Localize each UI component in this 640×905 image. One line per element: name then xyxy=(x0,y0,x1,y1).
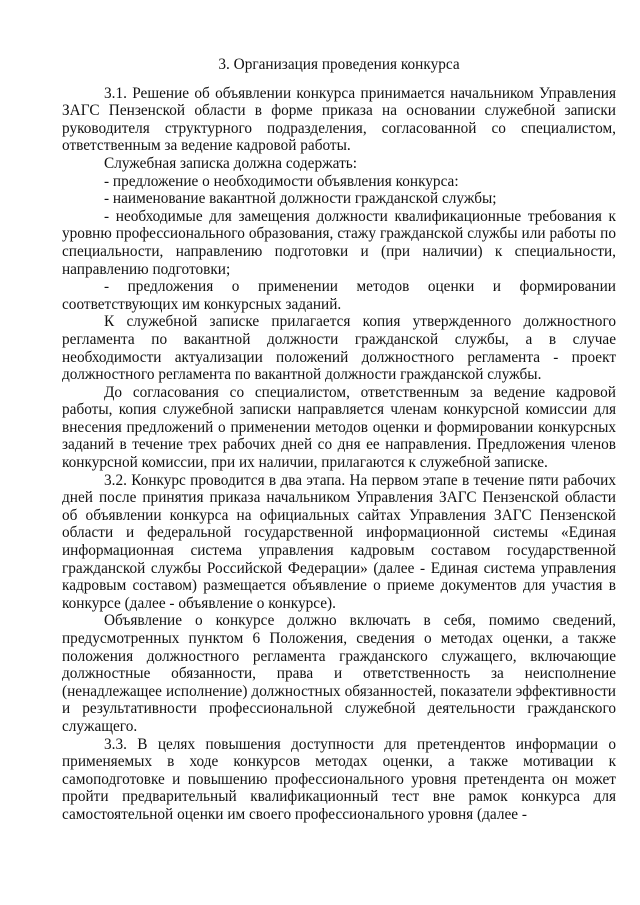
paragraph-commission-approval: До согласования со специалистом, ответственным за ведение кадровой работы, копия служебной записки направляется членам конкурсной комиссии для внесения предложений о применении методов оценки и формировании конкурсных заданий в течение трех рабочих дней со дня ее направления. Предложения членов конкурсной комиссии, при их наличии, прилагаются к служебной записке. xyxy=(62,383,616,472)
paragraph-3-3: 3.3. В целях повышения доступности для претендентов информации о применяемых в ходе конкурсов методах оценки, а также мотивации к самоподготовке и повышению профессионального уровня претендента он может пройти предварительный квалификационный тест вне рамок конкурса для самостоятельной оценки им своего профессионального уровня (далее - xyxy=(62,735,616,823)
paragraph-3-1: 3.1. Решение об объявлении конкурса принимается начальником Управления ЗАГС Пензенской области в форме приказа на основании служебной записки руководителя структурного подразделения, согласованной со специалистом, ответственным за ведение кадровой работы. xyxy=(62,84,616,155)
section-title: 3. Организация проведения конкурса xyxy=(218,56,460,73)
memo-item-necessity: - предложение о необходимости объявления конкурса: xyxy=(104,172,459,190)
memo-item-assessment-methods: - предложения о применении методов оценки и формировании соответствующих им конкурсных заданий. xyxy=(62,278,616,313)
memo-item-position-name: - наименование вакантной должности гражданской службы; xyxy=(104,190,497,208)
paragraph-announcement-content: Объявление о конкурсе должно включать в себя, помимо сведений, предусмотренных пунктом 6 Положения, сведения о методах оценки, а также положения должностного регламента гражданского служащего, включающие должностные обязанности, права и ответственность за неисполнение (ненадлежащее исполнение) должностных обязанностей, показатели эффективности и результативности профессиональной служебной деятельности гражданского служащего. xyxy=(62,612,616,735)
memo-item-qualifications: - необходимые для замещения должности квалификационные требования к уровню профессионального образования, стажу гражданской службы или работы по специальности, направлению подготовки и (при наличии) к специальности, направлению подготовки; xyxy=(62,207,616,278)
memo-content-intro: Служебная записка должна содержать: xyxy=(104,154,357,172)
paragraph-3-2: 3.2. Конкурс проводится в два этапа. На первом этапе в течение пяти рабочих дней после принятия приказа начальником Управления ЗАГС Пензенской области об объявлении конкурса на официальных сайтах Управления ЗАГС Пензенской области и федеральной государственной информационной системы «Единая информационная система управления кадровым составом государственной гражданской службы Российской Федерации» (далее - Единая система управления кадровым составом) размещается объявление о приеме документов для участия в конкурсе (далее - объявление о конкурсе). xyxy=(62,471,616,612)
document-page xyxy=(62,56,616,824)
paragraph-regulation-attachment: К служебной записке прилагается копия утвержденного должностного регламента по вакантной должности гражданской службы, а в случае необходимости актуализации положений должностного регламента - проект должностного регламента по вакантной должности гражданской службы. xyxy=(62,313,616,384)
